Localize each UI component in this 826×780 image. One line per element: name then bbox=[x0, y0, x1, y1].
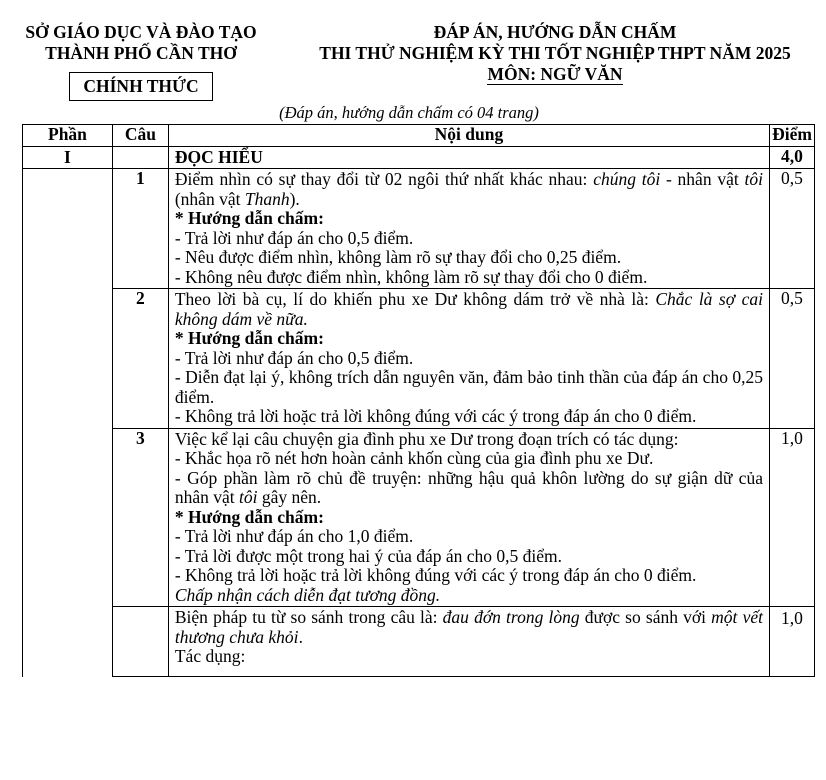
question-number: 1 bbox=[112, 169, 168, 289]
section-title: ĐỌC HIỂU bbox=[168, 147, 769, 169]
table-row bbox=[23, 428, 815, 607]
answer-content bbox=[168, 607, 769, 677]
column-header-part: Phần bbox=[23, 125, 113, 147]
subject-label: MÔN: NGỮ VĂN bbox=[487, 64, 623, 84]
section-row bbox=[23, 147, 815, 169]
closing-note: Chấp nhận cách diễn đạt tương đồng. bbox=[174, 584, 441, 605]
department-name: SỞ GIÁO DỤC VÀ ĐÀO TẠO bbox=[25, 22, 257, 42]
grading-guide-label: * Hướng dẫn chấm: bbox=[174, 328, 324, 348]
grading-guide-label: * Hướng dẫn chấm: bbox=[174, 208, 324, 228]
section-question-empty bbox=[112, 147, 168, 169]
table-row bbox=[23, 169, 815, 289]
question-score: 0,5 bbox=[769, 169, 814, 289]
question-score: 1,0 bbox=[769, 607, 814, 677]
answer-content bbox=[168, 289, 769, 429]
grading-guide-label: * Hướng dẫn chấm: bbox=[174, 506, 324, 527]
answer-text: Biện pháp tu từ so sánh trong câu là: đau đớn trong lòng được so sánh với một vết thương chưa khỏi. bbox=[174, 607, 763, 647]
question-score: 1,0 bbox=[769, 428, 814, 607]
grading-guide-item: - Không trả lời hoặc trả lời không đúng với các ý trong đáp án cho 0 điểm. bbox=[174, 565, 697, 585]
table-row bbox=[23, 289, 815, 429]
answer-text: Theo lời bà cụ, lí do khiến phu xe Dư không dám trở về nhà là: Chắc là sợ cai không dám về nữa. bbox=[174, 289, 763, 329]
issuer-header bbox=[10, 22, 272, 101]
grading-guide-item: - Diễn đạt lại ý, không trích dẫn nguyên văn, đảm bảo tinh thần của đáp án cho 0,25 điểm. bbox=[174, 367, 763, 407]
city-name: THÀNH PHỐ CẦN THƠ bbox=[45, 43, 237, 63]
section-part: I bbox=[23, 147, 113, 169]
question-number bbox=[112, 607, 168, 677]
part-cell-empty bbox=[23, 169, 113, 677]
column-header-question: Câu bbox=[112, 125, 168, 147]
exam-name: THI THỬ NGHIỆM KỲ THI TỐT NGHIỆP THPT NĂM 2025 bbox=[319, 43, 791, 63]
table-row bbox=[23, 607, 815, 677]
grading-guide-item: - Trả lời như đáp án cho 1,0 điểm. bbox=[174, 526, 414, 546]
answer-table bbox=[22, 124, 815, 677]
document-title-header bbox=[300, 22, 810, 85]
column-header-score: Điểm bbox=[769, 125, 814, 147]
question-score: 0,5 bbox=[769, 289, 814, 429]
answer-content bbox=[168, 428, 769, 607]
answer-point: - Góp phần làm rõ chủ đề truyện: những hậu quả khôn lường do sự giận dữ của nhân vật tôi gây nên. bbox=[174, 467, 763, 507]
column-header-content: Nội dung bbox=[168, 125, 769, 147]
section-score: 4,0 bbox=[769, 147, 814, 169]
page-count-note: (Đáp án, hướng dẫn chấm có 04 trang) bbox=[279, 103, 539, 122]
question-number: 2 bbox=[112, 289, 168, 429]
answer-text: Điểm nhìn có sự thay đổi từ 02 ngôi thứ nhất khác nhau: chúng tôi - nhân vật tôi (nhân vật Thanh). bbox=[174, 169, 763, 209]
question-number: 3 bbox=[112, 428, 168, 607]
grading-guide-item: - Không trả lời hoặc trả lời không đúng với các ý trong đáp án cho 0 điểm. bbox=[174, 406, 697, 426]
effect-label: Tác dụng: bbox=[174, 646, 246, 666]
answer-intro: Việc kể lại câu chuyện gia đình phu xe Dư trong đoạn trích có tác dụng: bbox=[174, 428, 679, 449]
official-stamp-box: CHÍNH THỨC bbox=[69, 72, 212, 101]
answer-point: - Khắc họa rõ nét hơn hoàn cảnh khốn cùng của gia đình phu xe Dư. bbox=[174, 448, 654, 468]
grading-guide-item: - Trả lời được một trong hai ý của đáp án cho 0,5 điểm. bbox=[174, 545, 563, 566]
answer-content bbox=[168, 169, 769, 289]
grading-guide-item: - Trả lời như đáp án cho 0,5 điểm. bbox=[174, 347, 414, 368]
document-title: ĐÁP ÁN, HƯỚNG DẪN CHẤM bbox=[433, 22, 677, 42]
grading-guide-item: - Trả lời như đáp án cho 0,5 điểm. bbox=[174, 227, 414, 248]
grading-guide-item: - Không nêu được điểm nhìn, không làm rõ sự thay đổi cho 0 điểm. bbox=[174, 266, 648, 287]
grading-guide-item: - Nêu được điểm nhìn, không làm rõ sự thay đổi cho 0,25 điểm. bbox=[174, 247, 622, 267]
table-header-row bbox=[23, 125, 815, 147]
